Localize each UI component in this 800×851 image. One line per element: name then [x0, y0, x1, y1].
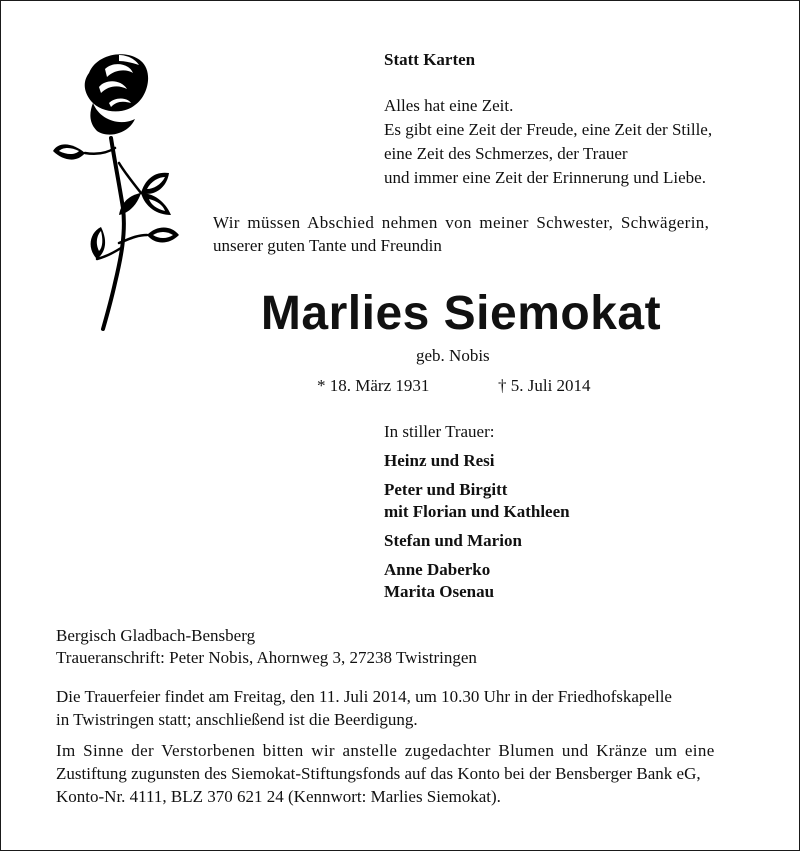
- mourner-2: Peter und Birgitt: [384, 480, 508, 499]
- mourner-3: mit Florian und Kathleen: [384, 502, 570, 521]
- mourner-1: Heinz und Resi: [384, 451, 495, 470]
- donation-line-2: Zustiftung zugunsten des Siemokat-Stiftungsfonds auf das Konto bei der Bensberger Bank eG,: [56, 764, 701, 783]
- poem-line-3: eine Zeit des Schmerzes, der Trauer: [384, 144, 628, 163]
- poem-line-2: Es gibt eine Zeit der Freude, eine Zeit der Stille,: [384, 120, 713, 139]
- deceased-name: Marlies Siemokat: [260, 287, 662, 340]
- mourners-intro: In stiller Trauer:: [384, 422, 495, 441]
- mourner-4: Stefan und Marion: [384, 531, 522, 550]
- heading-statt-karten: Statt Karten: [384, 50, 476, 69]
- donation-line-3: Konto-Nr. 4111, BLZ 370 621 24 (Kennwort: Marlies Siemokat).: [56, 787, 501, 806]
- mourning-address: Traueranschrift: Peter Nobis, Ahornweg 3, 27238 Twistringen: [56, 648, 477, 667]
- intro-line-1: Wir müssen Abschied nehmen von meiner Schwester, Schwägerin,: [213, 213, 710, 232]
- maiden-name: geb. Nobis: [416, 346, 490, 365]
- death-date: † 5. Juli 2014: [498, 376, 591, 395]
- place: Bergisch Gladbach-Bensberg: [56, 626, 256, 645]
- funeral-line-2: in Twistringen statt; anschließend ist die Beerdigung.: [56, 710, 418, 729]
- mourner-6: Marita Osenau: [384, 582, 495, 601]
- birth-date: * 18. März 1931: [317, 376, 430, 395]
- donation-line-1: Im Sinne der Verstorbenen bitten wir anstelle zugedachter Blumen und Kränze um eine: [56, 741, 715, 760]
- mourner-5: Anne Daberko: [384, 560, 491, 579]
- funeral-line-1: Die Trauerfeier findet am Freitag, den 11. Juli 2014, um 10.30 Uhr in der Friedhofskapelle: [56, 687, 672, 706]
- poem-line-1: Alles hat eine Zeit.: [384, 96, 514, 115]
- poem-line-4: und immer eine Zeit der Erinnerung und Liebe.: [384, 168, 706, 187]
- intro-line-2: unserer guten Tante und Freundin: [213, 236, 442, 255]
